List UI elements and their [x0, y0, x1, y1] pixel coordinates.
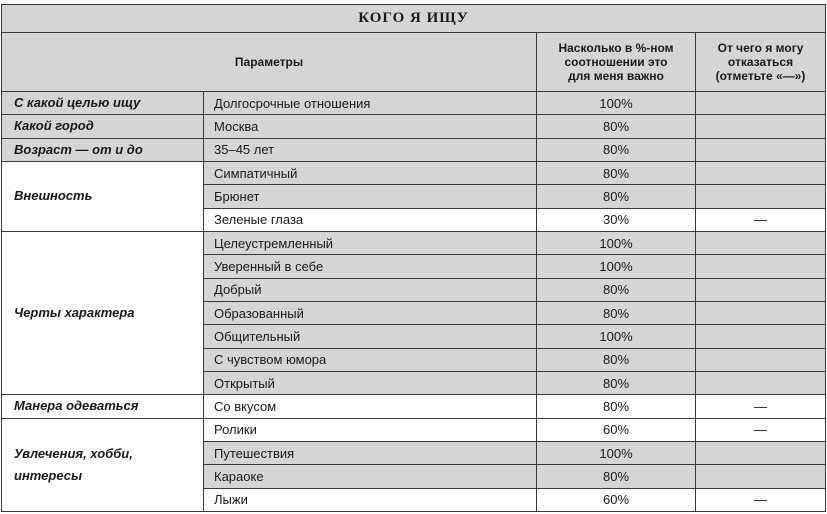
- refuse-cell: [696, 255, 826, 278]
- parameter-cell: Целеустремленный: [204, 231, 537, 254]
- refuse-cell: [696, 278, 826, 301]
- category-label: Какой город: [14, 118, 94, 134]
- parameter-cell: Брюнет: [204, 185, 537, 208]
- header-importance-line: соотношении это: [564, 55, 668, 69]
- category-label: С какой целью ищу: [14, 95, 141, 111]
- parameter-cell: 35–45 лет: [204, 138, 537, 161]
- refuse-cell: [696, 115, 826, 138]
- parameter-cell: Добрый: [204, 278, 537, 301]
- refuse-cell: [696, 348, 826, 371]
- importance-cell: 80%: [537, 115, 696, 138]
- category-cell: [2, 418, 204, 511]
- refuse-cell: —: [696, 488, 826, 511]
- importance-cell: 80%: [537, 348, 696, 371]
- header-refuse-line: (отметьте «—»): [715, 69, 806, 83]
- importance-cell: 60%: [537, 418, 696, 441]
- refuse-cell: [696, 92, 826, 115]
- parameter-cell: Долгосрочные отношения: [204, 92, 537, 115]
- parameter-cell: Симпатичный: [204, 161, 537, 184]
- importance-cell: 100%: [537, 325, 696, 348]
- refuse-cell: —: [696, 208, 826, 231]
- category-cell: [2, 395, 204, 418]
- importance-cell: 60%: [537, 488, 696, 511]
- refuse-cell: [696, 161, 826, 184]
- category-cell: [2, 231, 204, 394]
- parameter-cell: Москва: [204, 115, 537, 138]
- parameter-cell: Образованный: [204, 301, 537, 324]
- header-refuse-line: отказаться: [727, 55, 794, 69]
- refuse-cell: —: [696, 395, 826, 418]
- search-criteria-table: [1, 4, 826, 512]
- refuse-cell: [696, 231, 826, 254]
- table-row: [2, 138, 826, 161]
- refuse-cell: [696, 465, 826, 488]
- parameter-cell: Ролики: [204, 418, 537, 441]
- importance-cell: 80%: [537, 138, 696, 161]
- header-importance-line: Насколько в %-ном: [558, 41, 674, 55]
- category-cell: [2, 161, 204, 231]
- refuse-cell: [696, 138, 826, 161]
- parameter-cell: Уверенный в себе: [204, 255, 537, 278]
- importance-cell: 100%: [537, 231, 696, 254]
- category-label: Возраст — от и до: [14, 141, 143, 157]
- table-title: КОГО Я ИЩУ: [2, 5, 826, 33]
- category-label: Внешность: [14, 188, 93, 204]
- importance-cell: 80%: [537, 465, 696, 488]
- refuse-cell: [696, 325, 826, 348]
- importance-cell: 80%: [537, 301, 696, 324]
- importance-cell: 80%: [537, 185, 696, 208]
- table-row: [2, 395, 826, 418]
- table-row: [2, 92, 826, 115]
- refuse-cell: [696, 441, 826, 464]
- parameter-cell: С чувством юмора: [204, 348, 537, 371]
- refuse-cell: [696, 301, 826, 324]
- parameter-cell: Караоке: [204, 465, 537, 488]
- importance-cell: 30%: [537, 208, 696, 231]
- importance-cell: 80%: [537, 161, 696, 184]
- importance-cell: 100%: [537, 92, 696, 115]
- table-row: [2, 418, 826, 441]
- header-refuse-line: От чего я могу: [717, 41, 804, 55]
- category-label: интересы: [14, 467, 83, 483]
- importance-cell: 80%: [537, 278, 696, 301]
- parameter-cell: Общительный: [204, 325, 537, 348]
- parameter-cell: Лыжи: [204, 488, 537, 511]
- table-row: [2, 231, 826, 254]
- parameter-cell: Зеленые глаза: [204, 208, 537, 231]
- importance-cell: 80%: [537, 371, 696, 394]
- refuse-cell: [696, 371, 826, 394]
- table-body: [2, 92, 826, 512]
- header-params: Параметры: [2, 33, 537, 92]
- refuse-cell: —: [696, 418, 826, 441]
- refuse-cell: [696, 185, 826, 208]
- category-label: Манера одеваться: [14, 398, 139, 414]
- category-label: Черты характера: [14, 305, 135, 321]
- parameter-cell: Со вкусом: [204, 395, 537, 418]
- header-refuse: [696, 33, 826, 92]
- category-cell: [2, 115, 204, 138]
- importance-cell: 100%: [537, 441, 696, 464]
- category-cell: [2, 138, 204, 161]
- category-label: Увлечения, хобби,: [14, 445, 133, 461]
- parameter-cell: Открытый: [204, 371, 537, 394]
- header-importance-line: для меня важно: [568, 69, 664, 83]
- category-cell: [2, 92, 204, 115]
- parameter-cell: Путешествия: [204, 441, 537, 464]
- table-row: [2, 115, 826, 138]
- table-row: [2, 161, 826, 184]
- header-importance: [537, 33, 696, 92]
- importance-cell: 100%: [537, 255, 696, 278]
- importance-cell: 80%: [537, 395, 696, 418]
